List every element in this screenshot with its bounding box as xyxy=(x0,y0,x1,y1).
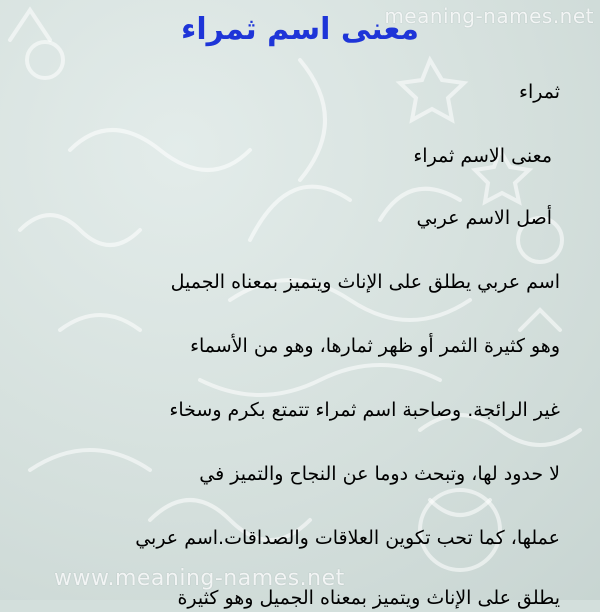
watermark-bottom: www.meaning-names.net xyxy=(54,566,345,591)
watermark-top: meaning-names.net xyxy=(384,4,594,28)
description-line: عملها، كما تحب تكوين العلاقات والصداقات.اسم عربي xyxy=(135,527,560,549)
name-line: ثمراء xyxy=(519,81,560,103)
description-line: لا حدود لها، وتبحث دوما عن النجاح والتميز في xyxy=(199,463,560,485)
origin-line: أصل الاسم عربي xyxy=(416,207,552,229)
description-line: يطلق على الإناث ويتميز بمعناه الجميل وهو كثيرة xyxy=(177,587,560,609)
meaning-line: معنى الاسم ثمراء xyxy=(413,145,552,167)
description-line: اسم عربي يطلق على الإناث ويتميز بمعناه الجميل xyxy=(170,271,560,293)
page-title: معنى اسم ثمراء xyxy=(181,12,419,47)
description-line: غير الرائجة. وصاحبة اسم ثمراء تتمتع بكرم وسخاء xyxy=(169,399,560,421)
description-line: وهو كثيرة الثمر أو ظهر ثمارها، وهو من الأسماء xyxy=(190,335,560,357)
